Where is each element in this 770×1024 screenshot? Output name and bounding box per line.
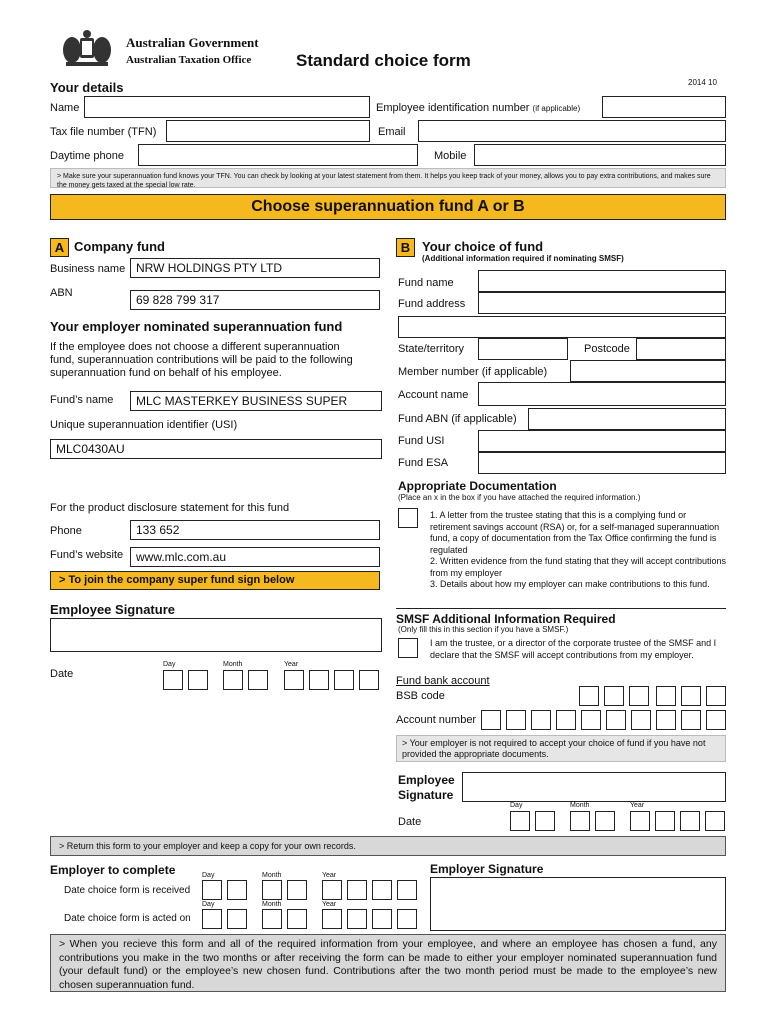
account-cell-1[interactable] [481,710,501,730]
b-date-label: Date [398,816,422,828]
tfn-field[interactable] [166,120,370,142]
return-note: > Return this form to your employer and keep a copy for your own records. [50,836,726,856]
emp-month-label-1: Month [262,872,282,879]
abn-field[interactable]: 69 828 799 317 [130,290,380,310]
pds-text: For the product disclosure statement for this fund [50,502,290,514]
a-year-cell-3[interactable] [334,670,354,690]
acted-month-cell-2[interactable] [287,909,307,929]
choose-banner-text: Choose superannuation fund A or B [251,198,525,215]
a-year-label: Year [284,661,299,668]
b-month-cell-2[interactable] [595,811,615,831]
form-code: 2014 10 [688,78,717,87]
received-month-cell-2[interactable] [287,880,307,900]
bottom-note: > When you recieve this form and all of the required information from your employee, and where an employee has chosen a fund, any contributions you make in the two months or after receiving the form can be made to either your employer nominated superannuation fund (your default fund) or the employee’s new chosen fund. Contributions after the two month period must be made to the employee’s new chosen superannuation fund. [50,934,726,992]
bsb-cell-2[interactable] [604,686,624,706]
account-cell-7[interactable] [631,710,651,730]
b-day-label: Day [510,802,523,809]
gov-line-2: Australian Taxation Office [126,54,252,66]
gov-line-1: Australian Government [126,35,259,50]
emp-month-label-2: Month [262,901,282,908]
section-b-title: Your choice of fund [422,239,544,254]
account-cell-3[interactable] [531,710,551,730]
docs-note: (Place an x in the box if you have attached the required information.) [398,493,641,502]
received-year-cell-3[interactable] [372,880,392,900]
received-year-cell-4[interactable] [397,880,417,900]
abn-label: ABN [50,287,73,299]
b-year-cell-3[interactable] [680,811,700,831]
acted-year-cell-1[interactable] [322,909,342,929]
docs-heading: Appropriate Documentation [398,479,557,493]
fund-name-label: Fund’s name [50,394,114,406]
fund-abn-label: Fund ABN (if applicable) [398,413,517,425]
state-field[interactable] [478,338,568,360]
bsb-label: BSB code [396,690,445,702]
website-field[interactable]: www.mlc.com.au [130,547,380,567]
a-month-cell-2[interactable] [248,670,268,690]
mobile-label: Mobile [434,150,467,162]
section-b-badge: B [396,238,415,257]
bsb-cell-3[interactable] [629,686,649,706]
bsb-cell-1[interactable] [579,686,599,706]
employer-signature-heading: Employer Signature [430,862,544,876]
b-month-label: Month [570,802,590,809]
mobile-field[interactable] [474,144,726,166]
fund-abn-field[interactable] [528,408,726,430]
tfn-label: Tax file number (TFN) [50,126,157,138]
emp-year-label-2: Year [322,901,337,908]
docs-item-1: 1. A letter from the trustee stating that this is a complying fund or retirement savings account (RSA) or, for a self-managed superannuation fund, a copy of documentation from the Tax Office confirming the fund is regulated [430,510,720,555]
acted-day-cell-2[interactable] [227,909,247,929]
a-day-cell-1[interactable] [163,670,183,690]
acted-day-cell-1[interactable] [202,909,222,929]
account-cell-2[interactable] [506,710,526,730]
fund-phone-field[interactable]: 133 652 [130,520,380,540]
b-emp-sig-label-2: Signature [398,788,454,802]
b-fund-address-field-1[interactable] [478,292,726,314]
bank-heading: Fund bank account [396,675,490,687]
emp-year-label-1: Year [322,872,337,879]
a-year-cell-4[interactable] [359,670,379,690]
account-cell-9[interactable] [681,710,701,730]
usi-label: Unique superannuation identifier (USI) [50,419,238,431]
b-emp-sig-label-1: Employee [398,773,455,787]
smsf-heading: SMSF Additional Information Required [396,608,726,626]
nominated-fund-heading: Your employer nominated superannuation fund [50,319,343,334]
emp-day-label-2: Day [202,901,215,908]
bsb-cell-5[interactable] [681,686,701,706]
choose-banner [50,194,726,220]
received-month-cell-1[interactable] [262,880,282,900]
business-name-label: Business name [50,263,126,275]
fund-phone-label: Phone [50,525,82,537]
name-label: Name [50,102,80,114]
state-label: State/territory [398,343,465,355]
b-day-cell-1[interactable] [510,811,530,831]
your-details-heading: Your details [50,80,124,95]
b-month-cell-1[interactable] [570,811,590,831]
received-day-cell-1[interactable] [202,880,222,900]
b-year-cell-2[interactable] [655,811,675,831]
account-cell-6[interactable] [606,710,626,730]
docs-checkbox[interactable] [398,508,418,528]
phone-label: Daytime phone [50,150,124,162]
emp-id-label [376,102,580,114]
account-number-label: Account number [396,714,477,726]
section-b-subtitle: (Additional information required if nominating SMSF) [422,254,624,263]
account-cell-10[interactable] [706,710,726,730]
emp-id-field[interactable] [602,96,726,118]
fund-usi-field[interactable] [478,430,726,452]
phone-field[interactable] [138,144,418,166]
smsf-note: (Only fill this in this section if you have a SMSF.) [398,625,569,634]
b-year-cell-1[interactable] [630,811,650,831]
docs-item-3: 3. Details about how my employer can make contributions to this fund. [430,579,710,589]
bsb-cell-6[interactable] [706,686,726,706]
b-year-cell-4[interactable] [705,811,725,831]
nominated-fund-text: If the employee does not choose a different superannuation fund, superannuation contributions will be paid to the following superannuation fund on behalf of his employee. [50,341,353,379]
usi-field[interactable]: MLC0430AU [50,439,382,459]
received-day-cell-2[interactable] [227,880,247,900]
postcode-label: Postcode [584,343,630,355]
account-name-field[interactable] [478,382,726,406]
email-field[interactable] [418,120,726,142]
received-year-cell-2[interactable] [347,880,367,900]
section-a-badge: A [50,238,69,257]
join-banner: > To join the company super fund sign below [50,571,380,590]
member-label: Member number (if applicable) [398,366,548,378]
name-field[interactable] [84,96,370,118]
business-name-field[interactable]: NRW HOLDINGS PTY LTD [130,258,380,278]
emp-id-label-text: Employee identification number [376,102,530,114]
a-year-cell-1[interactable] [284,670,304,690]
account-name-label: Account name [398,389,469,401]
acted-month-cell-1[interactable] [262,909,282,929]
b-year-label: Year [630,802,645,809]
employee-signature-heading: Employee Signature [50,602,175,617]
acted-label: Date choice form is acted on [64,913,191,924]
section-a-title: Company fund [74,239,165,254]
fund-name-field[interactable]: MLC MASTERKEY BUSINESS SUPER [130,391,382,411]
acted-year-cell-4[interactable] [397,909,417,929]
acted-year-cell-3[interactable] [372,909,392,929]
coat-of-arms-logo [52,28,122,70]
account-cell-5[interactable] [581,710,601,730]
a-year-cell-2[interactable] [309,670,329,690]
b-emp-sig-box[interactable] [462,772,726,802]
smsf-text: I am the trustee, or a director of the corporate trustee of the SMSF and I declare that the SMSF will accept contributions from my employer. [430,638,717,660]
employer-heading: Employer to complete [50,863,176,877]
received-label: Date choice form is received [64,885,191,896]
acted-year-cell-2[interactable] [347,909,367,929]
account-cell-4[interactable] [556,710,576,730]
website-label: Fund’s website [50,549,124,561]
fund-esa-field[interactable] [478,452,726,474]
received-year-cell-1[interactable] [322,880,342,900]
a-date-label: Date [50,668,74,680]
fund-usi-label: Fund USI [398,435,445,447]
a-day-label: Day [163,661,176,668]
b-fund-address-label: Fund address [398,298,466,310]
docs-item-2: 2. Written evidence from the fund stating that they will accept contributions from my employer [430,556,726,578]
not-required-note: > Your employer is not required to accept your choice of fund if you have not provided the appropriate documents. [396,735,726,762]
emp-id-label-note: (if applicable) [532,104,581,113]
account-cell-8[interactable] [656,710,676,730]
b-fund-address-field-2[interactable] [398,316,726,338]
b-day-cell-2[interactable] [535,811,555,831]
fund-esa-label: Fund ESA [398,457,449,469]
a-month-cell-1[interactable] [223,670,243,690]
employee-signature-box[interactable] [50,618,382,652]
employer-signature-box[interactable] [430,877,726,931]
emp-day-label-1: Day [202,872,215,879]
b-fund-name-field[interactable] [478,270,726,292]
tfn-note: > Make sure your superannuation fund knows your TFN. You can check by looking at your latest statement from them. It helps you keep track of your money, allows you to pay extra contributions, and makes sure the money gets taxed at the special low rate. [50,168,726,188]
b-fund-name-label: Fund name [398,277,454,289]
form-title: Standard choice form [296,51,471,70]
a-day-cell-2[interactable] [188,670,208,690]
smsf-checkbox[interactable] [398,638,418,658]
a-month-label: Month [223,661,243,668]
bsb-cell-4[interactable] [656,686,676,706]
member-field[interactable] [570,360,726,382]
email-label: Email [378,126,406,138]
postcode-field[interactable] [636,338,726,360]
